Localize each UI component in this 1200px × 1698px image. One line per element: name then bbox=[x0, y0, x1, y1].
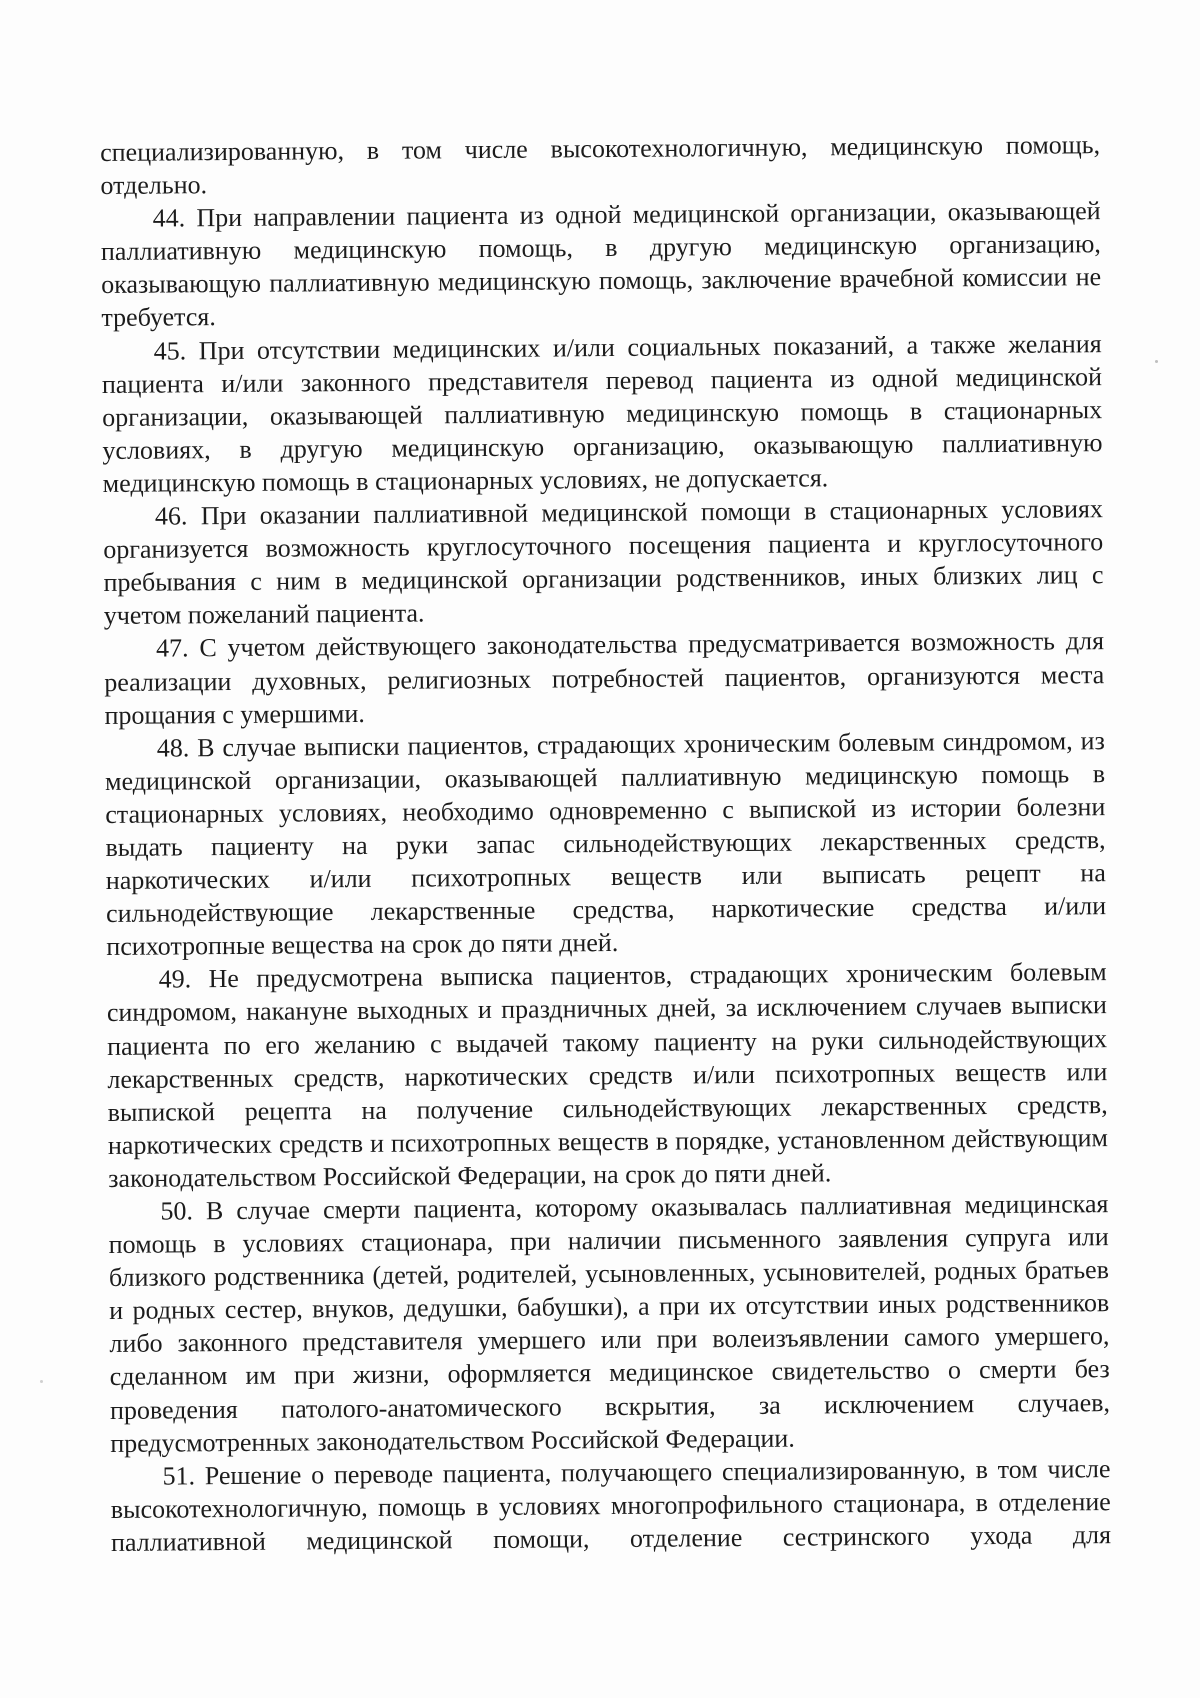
paragraph-45: 45. При отсутствии медицинских и/или социальных показаний, а также желания пациента и/или законного представителя перевод пациента из одной медицинской организации, оказывающей паллиативную медицинскую помощь в стационарных условиях, в другую медицинскую организацию, оказывающую паллиативную медицинскую помощь в стационарных условиях, не допускается. bbox=[101, 328, 1103, 498]
paragraph-48: 48. В случае выписки пациентов, страдающих хроническим болевым синдромом, из медицинской организации, оказывающей паллиативную медицинскую помощь в стационарных условиях, необходимо одновременно с выпиской из истории болезни выдать пациенту на руки запас сильнодействующих лекарственных средств, наркотических и/или психотропных веществ или выписать рецепт на сильнодействующие лекарственные средства, наркотические средства и/или психотропные вещества на срок до пяти дней. bbox=[104, 725, 1107, 962]
paragraph-46: 46. При оказании паллиативной медицинской помощи в стационарных условиях организуется возможность круглосуточного посещения пациента и круглосуточного пребывания с ним в медицинской организации родственников, иных близких лиц с учетом пожеланий пациента. bbox=[103, 494, 1104, 631]
paragraph-continuation: специализированную, в том числе высокотехнологичную, медицинскую помощь, отдельно. bbox=[100, 130, 1101, 201]
paragraph-50: 50. В случае смерти пациента, которому оказывалась паллиативная медицинская помощь в условиях стационара, при наличии письменного заявления супруга или близкого родственника (детей, родителей, усыновленных, усыновителей, родных братьев и родных сестер, внуков, дедушки, бабушки), а при их отсутствии иных родственников либо законного представителя умершего или при волеизъявлении самого умершего, сделанном им при жизни, оформляется медицинское свидетельство о смерти без проведения патолого-анатомического вскрытия, за исключением случаев, предусмотренных законодательством Российской Федерации. bbox=[108, 1189, 1111, 1458]
scan-speck bbox=[40, 1380, 43, 1383]
paragraph-51: 51. Решение о переводе пациента, получающего специализированную, в том числе высокотехнологичную, помощь в условиях многопрофильного стационара, в отделение паллиативной медицинской помощи, отделение сестринского ухода для bbox=[110, 1453, 1112, 1557]
document-body bbox=[100, 128, 1111, 1559]
paragraph-44: 44. При направлении пациента из одной медицинской организации, оказывающей паллиативную медицинскую помощь, в другую медицинскую организацию, оказывающую паллиативную медицинскую помощь, заключение врачебной комиссии не требуется. bbox=[100, 196, 1102, 333]
paragraph-49: 49. Не предусмотрена выписка пациентов, страдающих хроническим болевым синдромом, накануне выходных и праздничных дней, за исключением случаев выписки пациента по его желанию с выдачей такому пациенту на руки сильнодействующих лекарственных средств, наркотических средств и/или психотропных веществ или выпиской рецепта на получение сильнодействующих лекарственных средств, наркотических средств и психотропных веществ в порядке, установленном действующим законодательством Российской Федерации, на срок до пяти дней. bbox=[106, 957, 1109, 1193]
scan-speck bbox=[1155, 360, 1158, 363]
paragraph-47: 47. С учетом действующего законодательства предусматривается возможность для реализации духовных, религиозных потребностей пациентов, организуются места прощания с умершими. bbox=[104, 626, 1105, 730]
